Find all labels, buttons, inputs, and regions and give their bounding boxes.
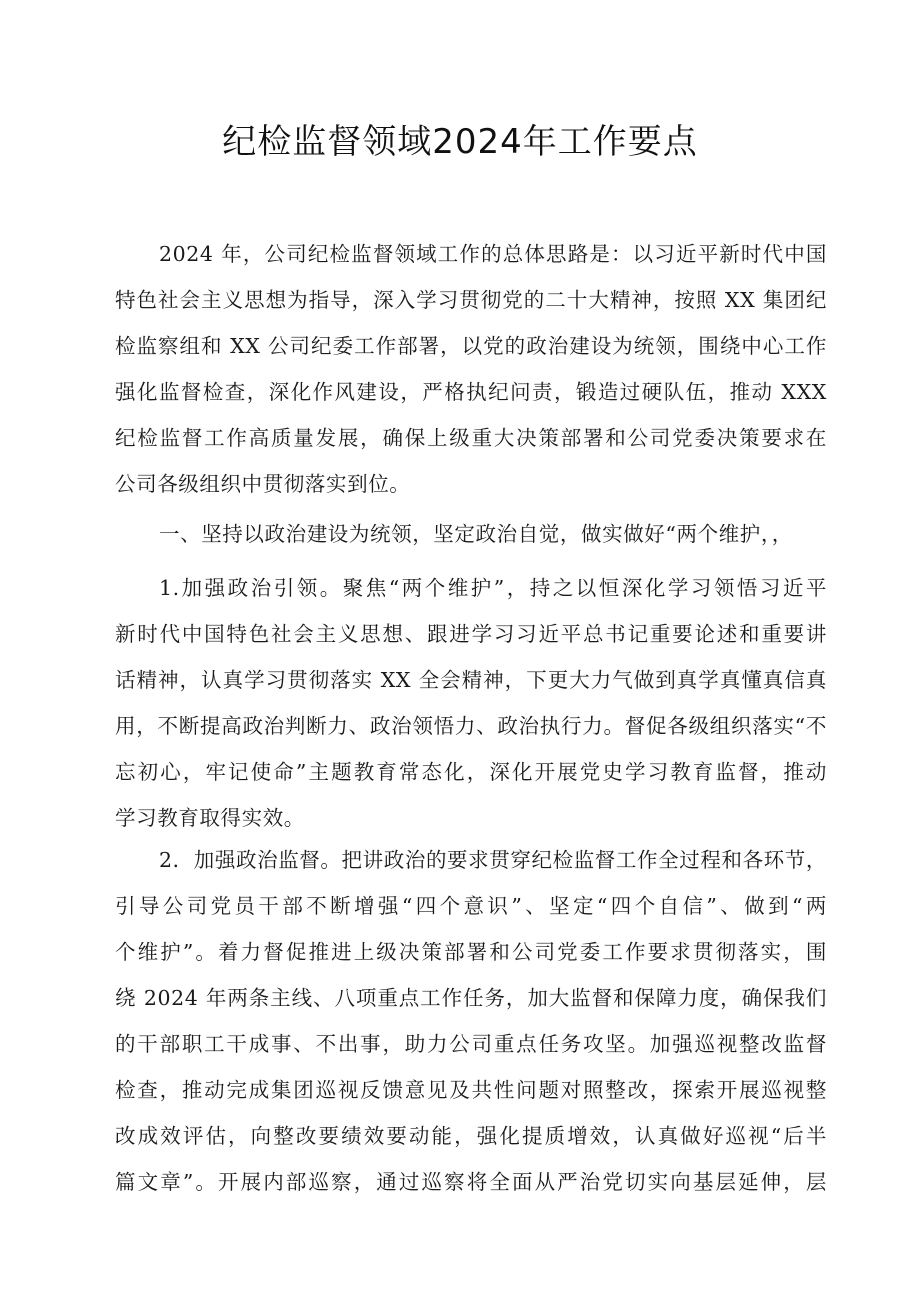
paragraph-line: 强化监督检查，深化作风建设，严格执纪问责，锻造过硬队伍，推动 XXX xyxy=(115,380,827,404)
document-title: 纪检监督领域2024年工作要点 xyxy=(222,122,698,162)
section-heading-1 xyxy=(115,511,827,557)
paragraph-line: 检监察组和 XX 公司纪委工作部署，以党的政治建设为统领，围绕中心工作 xyxy=(115,334,827,358)
paragraph-line: 用，不断提高政治判断力、政治领悟力、政治执行力。督促各级组织落实“不 xyxy=(115,714,827,738)
paragraph-line: 2．加强政治监督。把讲政治的要求贯穿纪检监督工作全过程和各环节， xyxy=(159,848,827,872)
paragraph-line: 纪检监督工作高质量发展，确保上级重大决策部署和公司党委决策要求在 xyxy=(115,426,827,450)
paragraph-item-2 xyxy=(115,837,827,1205)
paragraph-item-1 xyxy=(115,565,827,841)
paragraph-intro xyxy=(115,231,827,507)
paragraph-line: 个维护”。着力督促推进上级决策部署和公司党委工作要求贯彻落实，围 xyxy=(115,940,827,964)
paragraph-line: 引导公司党员干部不断增强“四个意识”、坚定“四个自信”、做到“两 xyxy=(115,894,827,918)
paragraph-line: 的干部职工干成事、不出事，助力公司重点任务攻坚。加强巡视整改监督 xyxy=(115,1032,827,1056)
paragraph-line: 公司各级组织中贯彻落实到位。 xyxy=(115,472,411,496)
paragraph-line: 检查，推动完成集团巡视反馈意见及共性问题对照整改，探索开展巡视整 xyxy=(115,1078,827,1102)
section-heading-line: 一、坚持以政治建设为统领，坚定政治自觉，做实做好“两个维护，， xyxy=(159,522,793,546)
paragraph-line: 篇文章”。开展内部巡察，通过巡察将全面从严治党切实向基层延伸，层 xyxy=(115,1170,827,1194)
paragraph-line: 学习教育取得实效。 xyxy=(115,806,305,830)
paragraph-line: 忘初心，牢记使命”主题教育常态化，深化开展党史学习教育监督，推动 xyxy=(115,760,827,784)
paragraph-line: 特色社会主义思想为指导，深入学习贯彻党的二十大精神，按照 XX 集团纪 xyxy=(115,288,827,312)
paragraph-line: 1.加强政治引领。聚焦“两个维护”，持之以恒深化学习领悟习近平 xyxy=(159,576,827,600)
paragraph-line: 改成效评估，向整改要绩效要动能，强化提质增效，认真做好巡视“后半 xyxy=(115,1124,827,1148)
paragraph-line: 新时代中国特色社会主义思想、跟进学习习近平总书记重要论述和重要讲 xyxy=(115,622,827,646)
paragraph-line: 2024 年，公司纪检监督领域工作的总体思路是：以习近平新时代中国 xyxy=(159,242,827,266)
paragraph-line: 绕 2024 年两条主线、八项重点工作任务，加大监督和保障力度，确保我们 xyxy=(115,986,827,1010)
paragraph-line: 话精神，认真学习贯彻落实 XX 全会精神，下更大力气做到真学真懂真信真 xyxy=(115,668,827,692)
